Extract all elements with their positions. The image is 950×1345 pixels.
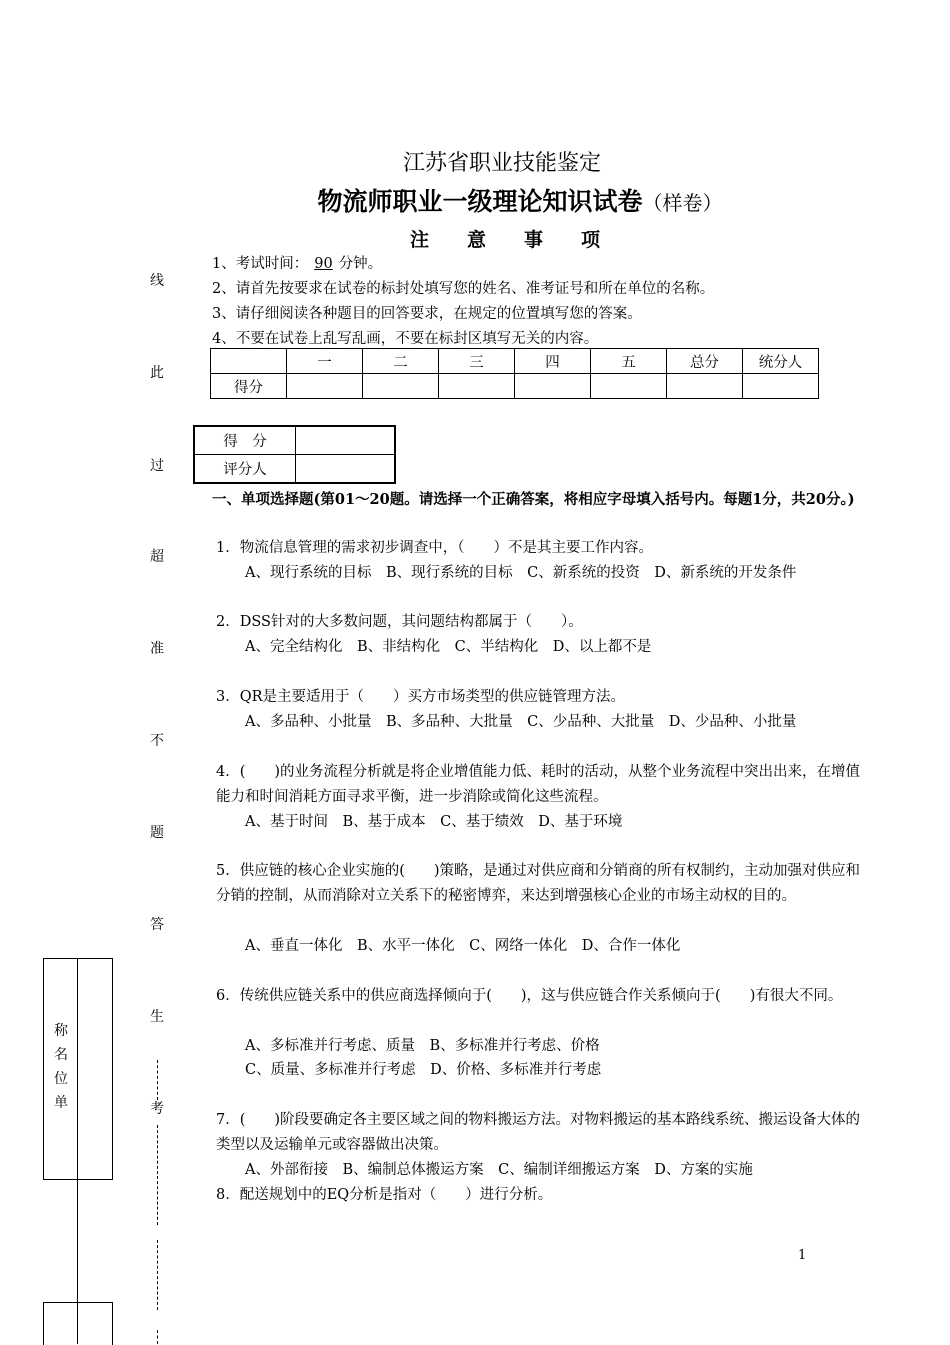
grader-score-label: 得 分 <box>194 426 296 455</box>
cut-line-middle <box>157 1125 158 1225</box>
margin-char-zhun: 准 <box>150 641 164 657</box>
name-box[interactable] <box>43 1302 113 1345</box>
score-header-2: 二 <box>363 349 439 374</box>
page-number: 1 <box>798 1248 807 1263</box>
section-1-heading: 一、单项选择题(第01～20题。请选择一个正确答案，将相应字母填入括号内。每题1分，共20分。) <box>212 491 855 508</box>
score-header-3: 三 <box>439 349 515 374</box>
question-4-options: A、基于时间 B、基于成本 C、基于绩效 D、基于环境 <box>245 814 623 830</box>
score-table-row <box>211 374 819 399</box>
unit-char-4: 单 <box>54 1095 68 1111</box>
question-6-options-ab: A、多标准并行考虑、质量 B、多标准并行考虑、价格 <box>245 1038 600 1054</box>
margin-char-da: 答 <box>150 917 164 933</box>
question-1-options: A、现行系统的目标 B、现行系统的目标 C、新系统的投资 D、新系统的开发条件 <box>245 565 797 581</box>
score-cell-2[interactable] <box>363 374 439 399</box>
grader-score-cell[interactable] <box>296 426 396 455</box>
score-header-total: 总分 <box>667 349 743 374</box>
score-cell-total[interactable] <box>667 374 743 399</box>
score-header-5: 五 <box>591 349 667 374</box>
question-8: 8．配送规划中的EQ分析是指对（ ）进行分析。 <box>216 1187 553 1203</box>
score-row-label: 得分 <box>211 374 287 399</box>
cut-line-bottom <box>157 1330 158 1344</box>
score-table <box>210 348 819 399</box>
exam-title-sample: （样卷） <box>642 191 723 215</box>
rule-4: 4、不要在试卷上乱写乱画，不要在标封区填写无关的内容。 <box>212 331 599 347</box>
cut-line-upper <box>157 1060 158 1100</box>
margin-char-guo: 过 <box>150 458 164 474</box>
rule-3: 3、请仔细阅读各种题目的回答要求，在规定的位置填写您的答案。 <box>212 306 642 322</box>
grader-box <box>193 425 396 484</box>
rule-2: 2、请首先按要求在试卷的标封处填写您的姓名、准考证号和所在单位的名称。 <box>212 281 715 297</box>
org-title: 江苏省职业技能鉴定 <box>402 151 601 176</box>
question-7-options: A、外部衔接 B、编制总体搬运方案 C、编制详细搬运方案 D、方案的实施 <box>245 1162 753 1178</box>
question-7: 7．( )阶段要确定各主要区域之间的物料搬运方法。对物料搬运的基本路线系统、搬运设备大体的类型以及运输单元或容器做出决策。 <box>216 1112 861 1153</box>
score-header-tallier: 统分人 <box>743 349 819 374</box>
question-2: 2．DSS针对的大多数问题，其问题结构都属于（ ）。 <box>216 614 583 630</box>
score-header-blank <box>211 349 287 374</box>
margin-char-xian: 线 <box>150 273 164 289</box>
grader-name-label: 评分人 <box>194 455 296 484</box>
question-3: 3．QR是主要适用于（ ）买方市场类型的供应链管理方法。 <box>216 689 626 705</box>
unit-char-2: 名 <box>54 1047 68 1063</box>
margin-char-ti: 题 <box>150 825 164 841</box>
unit-divider-line <box>77 958 78 1344</box>
margin-char-sheng: 生 <box>150 1009 164 1025</box>
exam-title <box>0 182 950 218</box>
question-1: 1．物流信息管理的需求初步调查中，（ ）不是其主要工作内容。 <box>216 540 653 556</box>
unit-char-1: 称 <box>54 1023 68 1039</box>
question-3-options: A、多品种、小批量 B、多品种、大批量 C、少品种、大批量 D、少品种、小批量 <box>245 714 797 730</box>
grader-name-cell[interactable] <box>296 455 396 484</box>
question-5: 5．供应链的核心企业实施的( )策略，是通过对供应商和分销商的所有权制约，主动加强对供应和分销的控制，从而消除对立关系下的秘密博弈，来达到增强核心企业的市场主动权的目的。 <box>216 863 861 904</box>
score-table-header-row <box>211 349 819 374</box>
question-6-options-cd: C、质量、多标准并行考虑 D、价格、多标准并行考虑 <box>245 1062 602 1078</box>
rule-1-prefix: 1、考试时间： <box>212 256 309 272</box>
score-cell-5[interactable] <box>591 374 667 399</box>
question-5-options: A、垂直一体化 B、水平一体化 C、网络一体化 D、合作一体化 <box>245 938 681 954</box>
exam-title-main: 物流师职业一级理论知识试卷 <box>317 187 643 216</box>
cut-line-lower <box>157 1240 158 1310</box>
score-header-1: 一 <box>287 349 363 374</box>
margin-char-chao: 超 <box>150 549 164 565</box>
margin-char-ci: 此 <box>150 365 164 381</box>
rule-1-suffix: 分钟。 <box>338 256 383 272</box>
rule-1 <box>212 252 382 273</box>
score-cell-3[interactable] <box>439 374 515 399</box>
question-6: 6．传统供应链关系中的供应商选择倾向于( )，这与供应链合作关系倾向于( )有很大不同。 <box>216 988 843 1004</box>
score-cell-tallier[interactable] <box>743 374 819 399</box>
question-2-options: A、完全结构化 B、非结构化 C、半结构化 D、以上都不是 <box>245 639 652 655</box>
exam-duration: 90 <box>314 256 333 272</box>
score-cell-1[interactable] <box>287 374 363 399</box>
score-header-4: 四 <box>515 349 591 374</box>
score-cell-4[interactable] <box>515 374 591 399</box>
margin-char-bu: 不 <box>150 733 164 749</box>
notice-title: 注意事项 <box>410 229 639 251</box>
question-4: 4．( )的业务流程分析就是将企业增值能力低、耗时的活动，从整个业务流程中突出出来，在增值能力和时间消耗方面寻求平衡，进一步消除或简化这些流程。 <box>216 764 861 805</box>
unit-char-3: 位 <box>54 1071 68 1087</box>
margin-char-kao: 考 <box>150 1101 164 1117</box>
